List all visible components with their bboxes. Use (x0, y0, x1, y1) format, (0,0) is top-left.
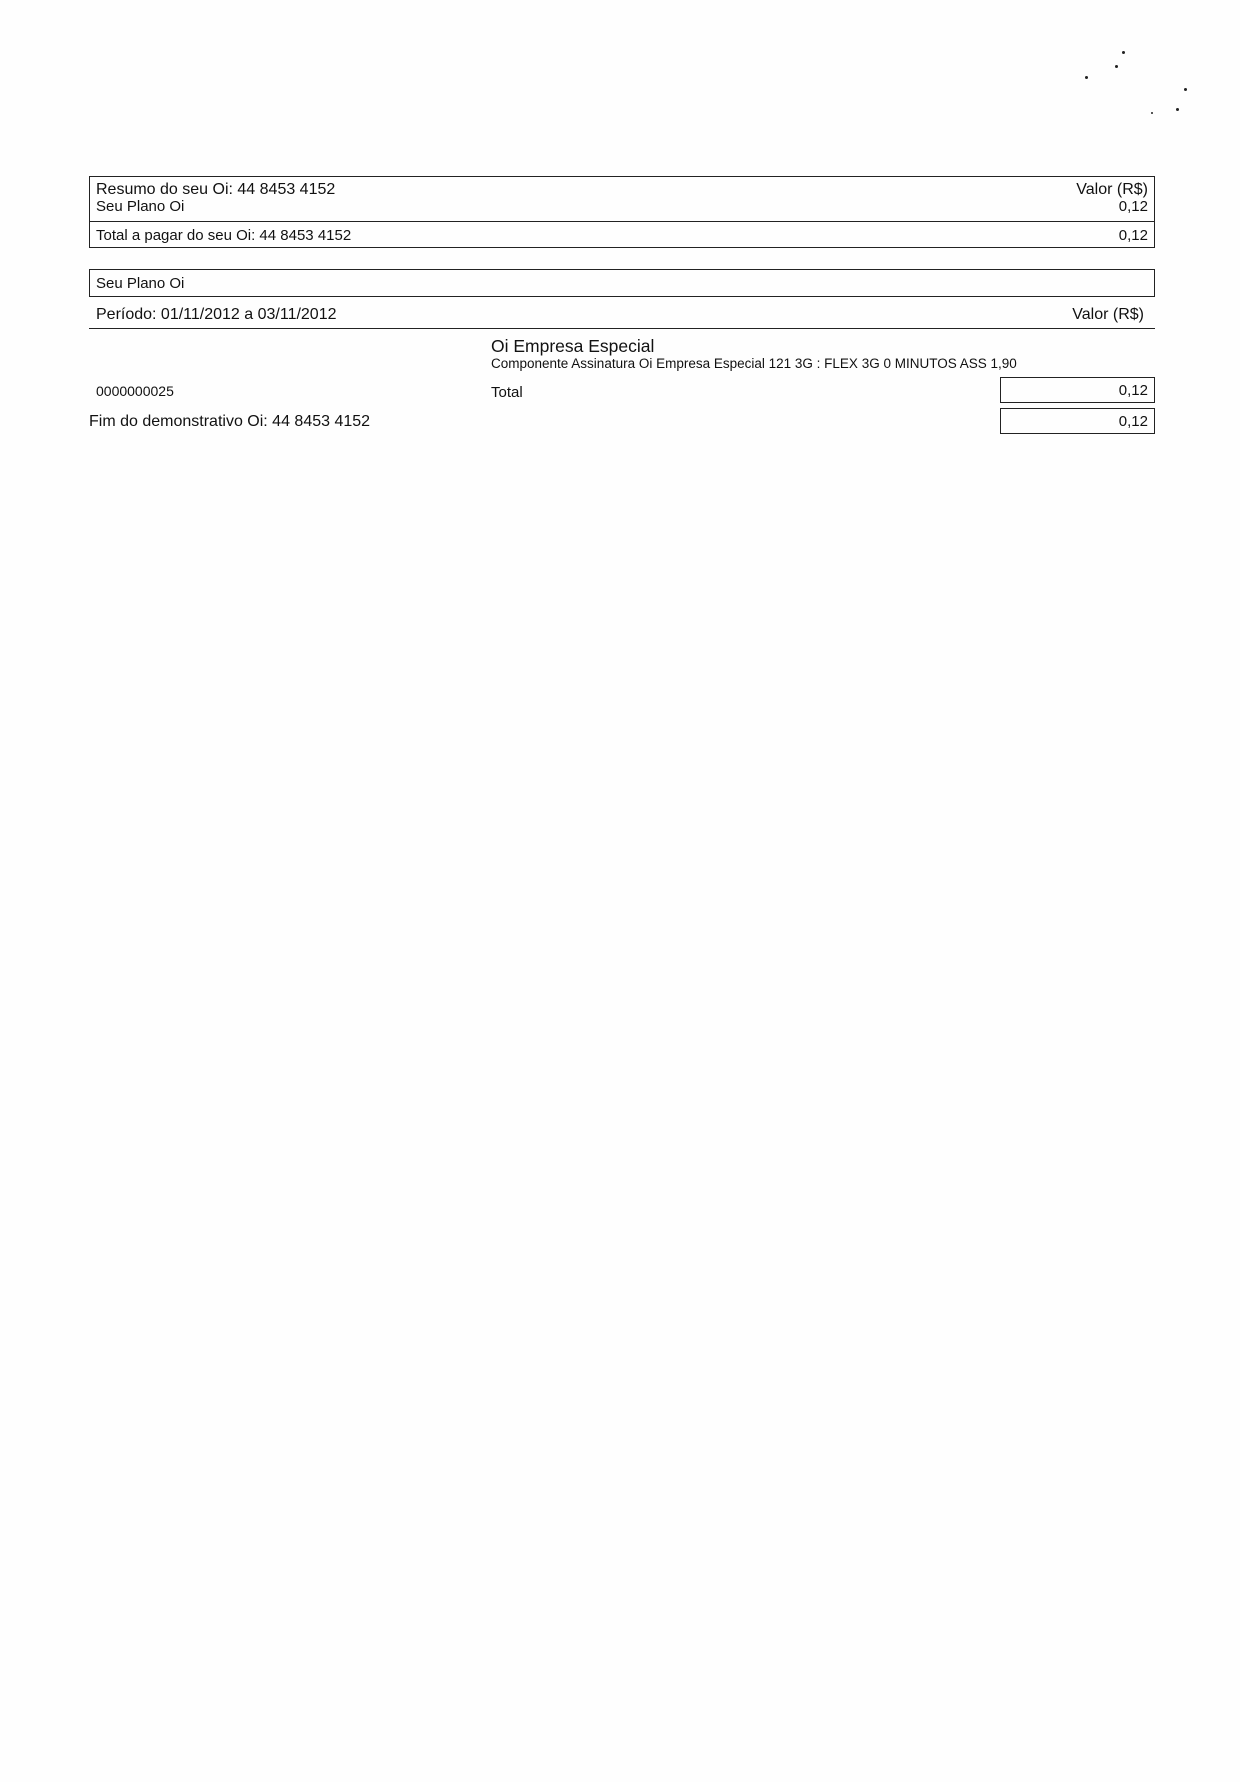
plan-total-value: 0,12 (1118, 382, 1148, 399)
scan-speck (1122, 51, 1125, 54)
scan-speck (1151, 112, 1153, 114)
plan-value-header: Valor (R$) (1072, 306, 1144, 323)
plan-section-title: Seu Plano Oi (96, 275, 185, 292)
period-label: Período: 01/11/2012 a 03/11/2012 (96, 306, 337, 323)
end-of-statement-label: Fim do demonstrativo Oi: 44 8453 4152 (89, 413, 371, 430)
scan-speck (1085, 76, 1088, 79)
end-total-box (1000, 408, 1155, 434)
summary-title: Resumo do seu Oi: 44 8453 4152 (96, 181, 336, 198)
plan-section-header (89, 269, 1155, 297)
scan-speck (1115, 65, 1118, 68)
scan-speck (1176, 108, 1179, 111)
summary-divider (90, 221, 1154, 222)
item-code: 0000000025 (96, 383, 174, 399)
scan-speck (1184, 88, 1187, 91)
period-divider (89, 328, 1155, 329)
plan-total-label: Total (491, 384, 523, 401)
summary-item-label: Seu Plano Oi (96, 198, 185, 215)
product-name: Oi Empresa Especial (491, 336, 655, 356)
plan-total-box (1000, 377, 1155, 403)
product-detail: Componente Assinatura Oi Empresa Especial 121 3G : FLEX 3G 0 MINUTOS ASS 1,90 (491, 356, 1017, 371)
summary-item-value: 0,12 (1118, 198, 1148, 215)
summary-total-label: Total a pagar do seu Oi: 44 8453 4152 (96, 227, 352, 244)
summary-value-header: Valor (R$) (1076, 181, 1148, 198)
summary-total-value: 0,12 (1118, 227, 1148, 244)
end-total-value: 0,12 (1118, 413, 1148, 430)
summary-box (89, 176, 1155, 248)
